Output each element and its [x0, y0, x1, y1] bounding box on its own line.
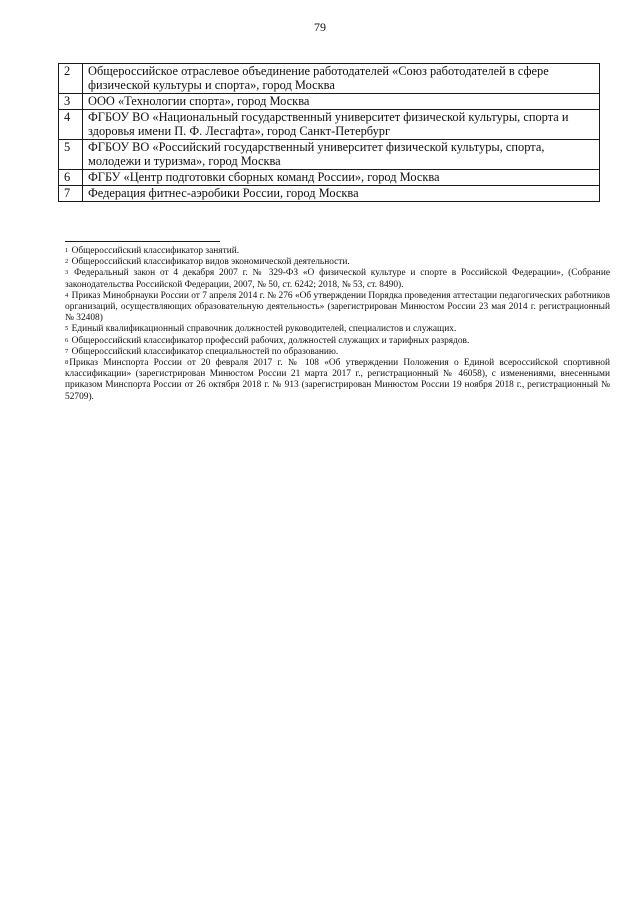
row-number: 2 [59, 64, 83, 94]
footnote-text: Общероссийский классификатор занятий. [71, 246, 240, 256]
footnote-text: Общероссийский классификатор специальностей по образованию. [71, 346, 339, 357]
table-row [59, 64, 600, 94]
row-number: 6 [59, 170, 83, 186]
table-row [59, 140, 600, 170]
footnote-text: Федеральный закон от 4 декабря 2007 г. № 329-ФЗ «О физической культуре и спорте в Российской Федерации», (Собрание законодательства Российской Федерации, 2007, № 50, ст. 6242; 2018, № 53, ст. 8490). [65, 268, 611, 290]
footnote-text: Единый квалификационный справочник должностей руководителей, специалистов и служащих. [71, 324, 457, 335]
footnote-mark: 2 [65, 258, 69, 266]
row-number: 5 [59, 140, 83, 170]
footnote-mark: 7 [65, 347, 69, 355]
organization-name: Общероссийское отраслевое объединение работодателей «Союз работодателей в сфере физической культуры и спорта», город Москва [83, 64, 600, 94]
organization-name: Федерация фитнес-аэробики России, город Москва [83, 186, 600, 202]
organization-name: ФГБОУ ВО «Российский государственный университет физической культуры, спорта, молодежи и туризма», город Москва [83, 140, 600, 170]
page-number: 79 [314, 20, 326, 34]
table-row [59, 186, 600, 202]
footnote [65, 291, 610, 325]
footnote-mark: 3 [65, 269, 69, 277]
footnote-text: Приказ Минобрнауки России от 7 апреля 2014 г. № 276 «Об утверждении Порядка проведения аттестации педагогических работников организаций, осуществляющих образовательную деятельность» (зарегистрирован Минюстом России 23 мая 2014 г. регистрационный № 32408) [65, 290, 610, 324]
organization-name: ФГБУ «Центр подготовки сборных команд России», город Москва [83, 170, 600, 186]
footnote-mark: 6 [65, 336, 69, 344]
footnote [65, 336, 610, 347]
footnote-text: Общероссийский классификатор видов экономической деятельности. [71, 257, 350, 268]
footnote [65, 324, 610, 335]
footnote-separator [65, 241, 220, 242]
table-row [59, 170, 600, 186]
footnote [65, 268, 610, 290]
footnote [65, 257, 610, 268]
organizations-table [58, 63, 600, 202]
footnote-mark: 8 [65, 359, 69, 367]
row-number: 4 [59, 110, 83, 140]
footnotes [65, 246, 610, 403]
footnote-text: Приказ Минспорта России от 20 февраля 2017 г. № 108 «Об утверждении Положения о Единой всероссийской спортивной классификации» (зарегистрирован Минюстом России 21 марта 2017 г., регистрационный № 46058), с изменениями, внесенными приказом Минспорта России от 26 октября 2018 г. № 913 (зарегистрирован Минюстом России 19 ноября 2018 г., регистрационный № 52709). [65, 358, 610, 402]
organization-name: ООО «Технологии спорта», город Москва [83, 94, 600, 110]
footnote-mark: 5 [65, 325, 69, 333]
footnote [65, 246, 610, 257]
organization-name: ФГБОУ ВО «Национальный государственный университет физической культуры, спорта и здоровья имени П. Ф. Лесгафта», город Санкт-Петербург [83, 110, 600, 140]
footnote-mark: 4 [65, 291, 69, 299]
footnote-mark: 1 [65, 247, 69, 254]
footnote [65, 347, 610, 358]
table-row [59, 110, 600, 140]
footnote-text: Общероссийский классификатор профессий рабочих, должностей служащих и тарифных разрядов. [71, 335, 470, 346]
footnote [65, 358, 610, 403]
row-number: 7 [59, 186, 83, 202]
table-row [59, 94, 600, 110]
row-number: 3 [59, 94, 83, 110]
